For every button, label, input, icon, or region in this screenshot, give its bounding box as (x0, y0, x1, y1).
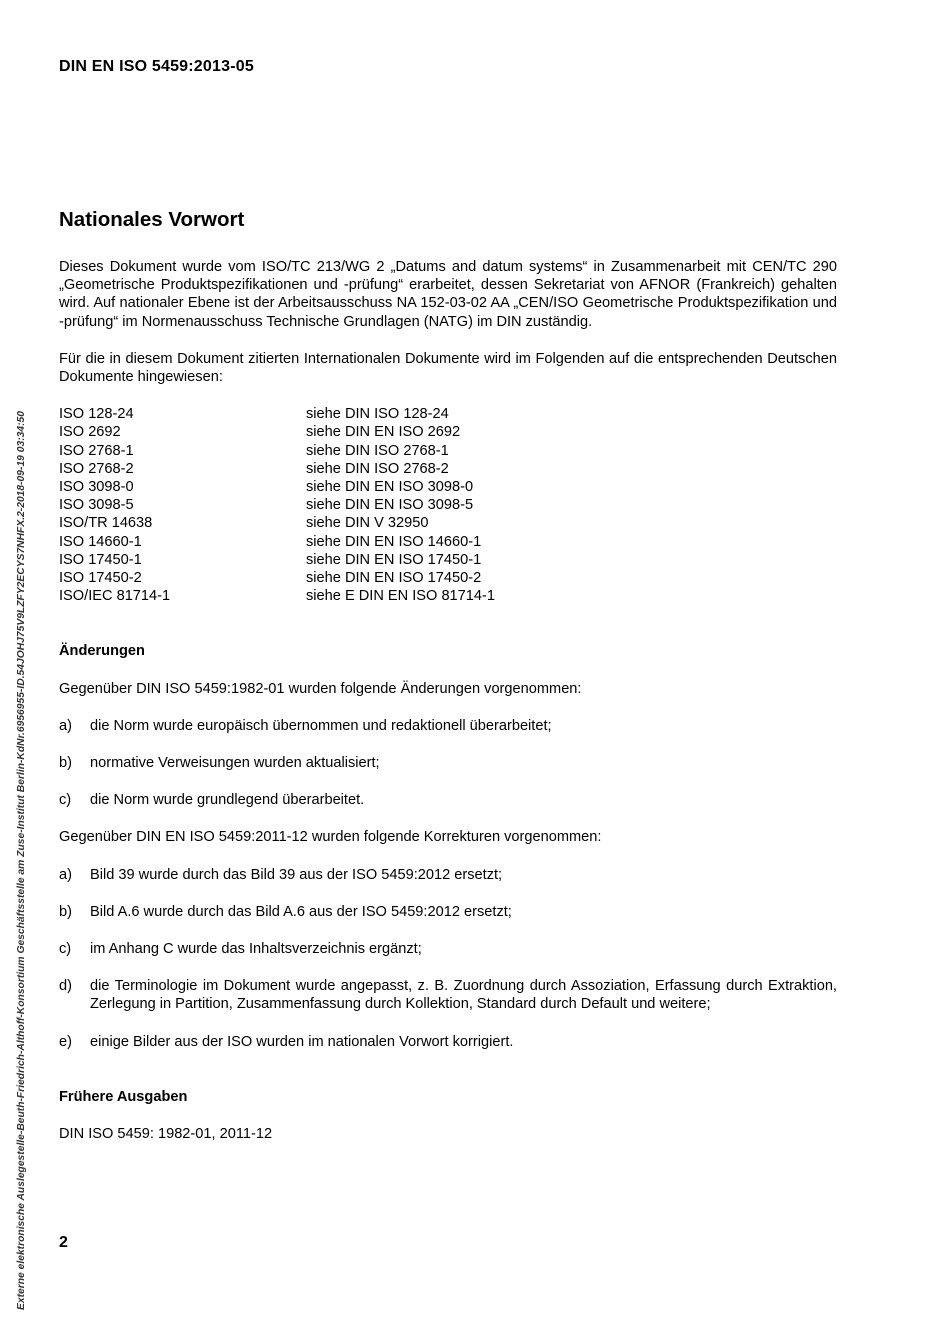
din-reference: siehe DIN ISO 128-24 (306, 406, 449, 423)
list-text: Bild A.6 wurde durch das Bild A.6 aus der ISO 5459:2012 ersetzt; (90, 903, 512, 920)
iso-reference: ISO 17450-2 (59, 570, 142, 587)
iso-reference: ISO/TR 14638 (59, 515, 153, 532)
din-reference: siehe DIN EN ISO 14660-1 (306, 533, 482, 550)
changes-intro-1: Gegenüber DIN ISO 5459:1982-01 wurden folgende Änderungen vorgenommen: (59, 680, 582, 697)
previous-editions-text: DIN ISO 5459: 1982-01, 2011-12 (59, 1126, 273, 1143)
table-row (59, 405, 495, 423)
foreword-paragraph-1: Dieses Dokument wurde vom ISO/TC 213/WG 2 „Datums and datum systems“ in Zusammenarbeit mit CEN/TC 290 „Geometrische Produktspezifikationen und -prüfung“ erarbeitet, dessen Sekretariat von AFNOR (Frankreich) gehalten wird. Auf nationaler Ebene ist der Arbeitsausschuss NA 152-03-02 AA „CEN/ISO Geometrische Produktspezifikation und -prüfung“ im Normenausschuss Technische Grundlagen (NATG) im DIN zuständig. (59, 259, 837, 330)
table-row (59, 533, 495, 551)
iso-reference: ISO 2768-2 (59, 460, 134, 477)
list-item (59, 754, 837, 772)
list-marker: a) (59, 866, 72, 883)
din-reference: siehe DIN V 32950 (306, 515, 429, 532)
table-row (59, 460, 495, 478)
din-reference: siehe DIN EN ISO 3098-5 (306, 497, 474, 514)
iso-reference: ISO 3098-5 (59, 497, 134, 514)
table-row (59, 551, 495, 569)
list-item (59, 977, 837, 1013)
iso-reference: ISO 3098-0 (59, 479, 134, 496)
list-marker: c) (59, 941, 72, 958)
page-number: 2 (59, 1234, 68, 1251)
iso-reference: ISO 128-24 (59, 406, 134, 423)
foreword-paragraph-2: Für die in diesem Dokument zitierten Internationalen Dokumente wird im Folgenden auf die entsprechenden Deutschen Dokumente hingewiesen: (59, 350, 837, 386)
list-text: einige Bilder aus der ISO wurden im nationalen Vorwort korrigiert. (90, 1033, 514, 1050)
din-reference: siehe DIN EN ISO 17450-1 (306, 551, 482, 568)
previous-editions-heading: Frühere Ausgaben (59, 1088, 188, 1105)
list-text: Bild 39 wurde durch das Bild 39 aus der ISO 5459:2012 ersetzt; (90, 866, 503, 883)
list-marker: b) (59, 755, 72, 772)
changes-heading: Änderungen (59, 643, 145, 660)
table-row (59, 423, 495, 441)
page-title: Nationales Vorwort (59, 208, 245, 231)
iso-reference: ISO 2768-1 (59, 442, 134, 459)
din-reference: siehe DIN EN ISO 17450-2 (306, 570, 482, 587)
page-content (59, 206, 837, 1143)
list-item (59, 1033, 837, 1051)
list-item (59, 903, 837, 921)
list-marker: b) (59, 903, 72, 920)
list-marker: a) (59, 717, 72, 734)
list-item (59, 940, 837, 958)
din-reference: siehe DIN ISO 2768-2 (306, 460, 449, 477)
din-reference: siehe DIN EN ISO 2692 (306, 424, 461, 441)
table-row (59, 442, 495, 460)
list-text: normative Verweisungen wurden aktualisiert; (90, 755, 380, 772)
list-text: die Terminologie im Dokument wurde angepasst, z. B. Zuordnung durch Assoziation, Erfassung durch Extraktion, Zerlegung in Partition, Zusammenfassung durch Kollektion, Standard durch Default und weitere; (90, 978, 837, 1013)
list-marker: c) (59, 792, 72, 809)
list-item (59, 866, 837, 884)
document-id-header: DIN EN ISO 5459:2013-05 (59, 58, 254, 75)
list-item (59, 791, 837, 809)
table-row (59, 514, 495, 532)
table-row (59, 569, 495, 587)
reference-table (59, 405, 495, 605)
list-text: die Norm wurde grundlegend überarbeitet. (90, 792, 365, 809)
iso-reference: ISO 14660-1 (59, 533, 142, 550)
din-reference: siehe E DIN EN ISO 81714-1 (306, 588, 495, 605)
din-reference: siehe DIN ISO 2768-1 (306, 442, 449, 459)
iso-reference: ISO 2692 (59, 424, 121, 441)
list-item (59, 717, 837, 735)
iso-reference: ISO 17450-1 (59, 551, 142, 568)
list-marker: e) (59, 1033, 72, 1050)
din-reference: siehe DIN EN ISO 3098-0 (306, 479, 474, 496)
side-watermark-stamp: Externe elektronische Auslegestelle-Beuth-Friedrich-Althoff-Konsortium Geschäftsstelle am Zuse-Institut Berlin-KdNr.6956955-ID.54JOHJ75V9LZFY2ECYS7NHFX.2-2018-09-19 03:34:50 (16, 411, 27, 1310)
table-row (59, 496, 495, 514)
list-text: die Norm wurde europäisch übernommen und redaktionell überarbeitet; (90, 717, 552, 734)
list-marker: d) (59, 978, 72, 995)
list-text: im Anhang C wurde das Inhaltsverzeichnis ergänzt; (90, 941, 422, 958)
table-row (59, 587, 495, 605)
iso-reference: ISO/IEC 81714-1 (59, 588, 171, 605)
table-row (59, 478, 495, 496)
changes-intro-2: Gegenüber DIN EN ISO 5459:2011-12 wurden folgende Korrekturen vorgenommen: (59, 829, 602, 846)
